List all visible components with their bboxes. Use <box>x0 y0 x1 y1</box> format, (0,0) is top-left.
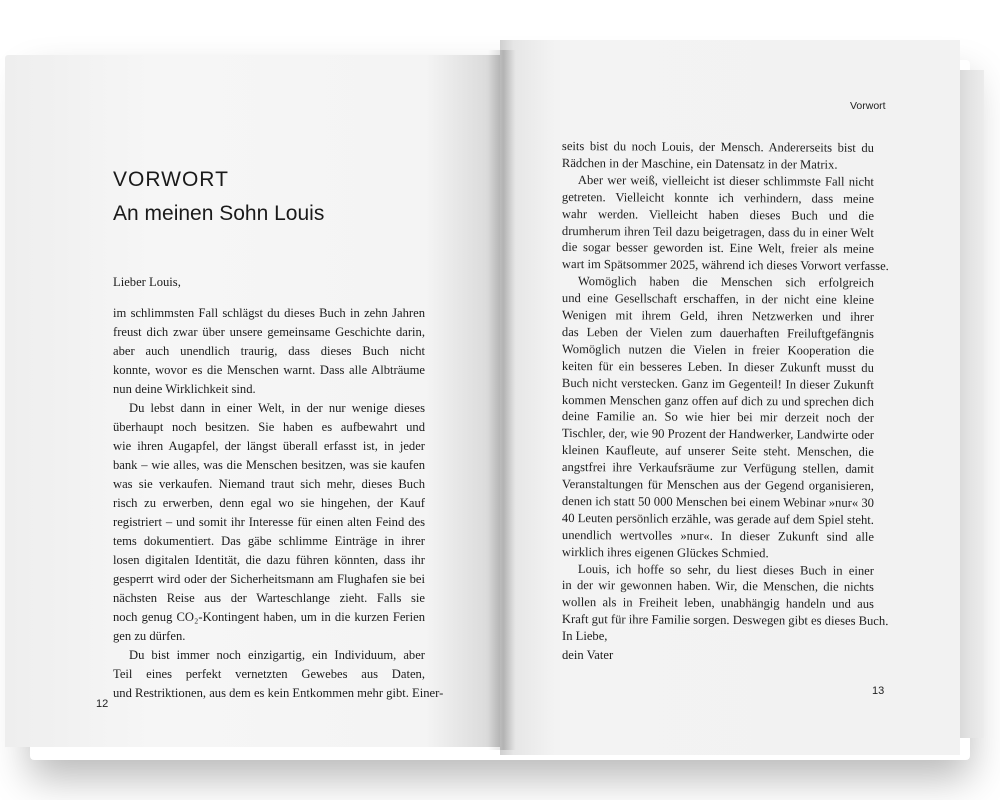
text-line: konnte, wovor es die Menschen warnt. Dass alle Albträume <box>113 363 425 377</box>
text-line: Veranstaltungen für Menschen aus der Gegend organisieren, <box>561 476 874 493</box>
text-line: wie ihren Augapfel, der längst überall erfasst ist, in jeder <box>113 439 425 453</box>
text-line: gesperrt wird oder der Sicherheitsmann am Flughafen sie bei <box>113 572 425 586</box>
salutation: Lieber Louis, <box>113 275 181 289</box>
text-line: Teil eines perfekt vernetzten Gewebes aus Daten, <box>113 667 425 681</box>
text-line: denen ich statt 50 000 Menschen bei einem Webinar »nur« 30 <box>561 493 874 510</box>
text-line: tems dokumentiert. Das gäbe schlimme Einträge in ihrer <box>113 534 425 548</box>
text-line: deine Familie an. So wie hier bei mir derzeit noch der <box>561 409 874 426</box>
text-line: Du lebst dann in einer Welt, in der nur wenige dieses <box>129 401 425 415</box>
text-line: was sie verkaufen. Niemand traut sich mehr, dieses Buch <box>113 477 425 491</box>
text-line: Tischler, der, wie 90 Prozent der Handwerker, Landwirte oder <box>561 426 874 443</box>
text-line: wahr werden. Vielleicht haben dieses Buch und die <box>561 206 874 223</box>
text-line: Wenigen mit ihrem Geld, ihren Netzwerken und ihrer <box>561 307 874 324</box>
text-line: wart im Spätsommer 2025, während ich dieses Vorwort verfasse. <box>561 257 889 274</box>
text-line: bank – wie alles, was die Menschen besitzen, was sie kaufen <box>113 458 425 472</box>
page-number-right: 13 <box>872 685 885 697</box>
text-line: losen digitalen Identität, die dazu führen könnten, dass ihr <box>113 553 425 567</box>
book-gutter <box>488 50 516 750</box>
running-head: Vorwort <box>850 100 886 112</box>
text-line: Womöglich nutzen die Vielen in freier Kooperation die <box>561 341 874 358</box>
text-line: Louis, ich hoffe so sehr, du liest dieses Buch in einer <box>577 561 874 578</box>
text-line: kleinen Kaufleute, auf unserer Seite steht. Menschen, die <box>561 443 874 460</box>
text-line: das Leben der Vielen zum dauerhaften Freiluftgefängnis <box>561 324 874 341</box>
text-line: Womöglich haben die Menschen sich erfolgreich <box>577 274 874 290</box>
text-line: nun deine Wirklichkeit sind. <box>113 382 256 396</box>
text-line: gen zu dürfen. <box>113 629 186 643</box>
text-line: Aber wer weiß, vielleicht ist dieser schlimmste Fall nicht <box>577 172 874 189</box>
closing-line: In Liebe, <box>562 629 608 643</box>
text-line: überhaupt noch besitzen. Sie haben es aufbewahrt und <box>113 420 425 434</box>
page-number-left: 12 <box>96 698 109 710</box>
text-line: wirklich ihres eigenen Glückes Schmied. <box>561 544 769 560</box>
chapter-title: VORWORT <box>113 168 229 191</box>
text-line: freust dich zwar über unsere gemeinsame Geschichte darin, <box>113 325 425 339</box>
text-line: Buch nicht verstecken. Ganz im Gegenteil! In dieser Zukunft <box>561 375 874 392</box>
text-line: Rädchen in der Maschine, ein Datensatz in der Matrix. <box>561 155 838 172</box>
text-line: 40 Leuten persönlich erzähle, was gerade auf dem Spiel steht. <box>561 510 874 527</box>
text-line: wollen als in Freiheit leben, unabhängig handeln und aus <box>561 595 874 612</box>
chapter-heading <box>113 167 324 231</box>
text-line: noch genug CO₂-Kontingent haben, um in die kurzen Ferien <box>113 610 425 624</box>
text-line: nächsten Reise aus der Warteschlange zieht. Falls sie <box>113 591 425 605</box>
text-line: und eine Gesellschaft erschaffen, in der nicht eine kleine <box>561 291 874 307</box>
text-line: Du bist immer noch einzigartig, ein Individuum, aber <box>129 648 425 662</box>
text-line: unendlich wertvolles »nur«. In dieser Zukunft sind alle <box>561 527 874 544</box>
text-line: registriert – und somit ihr Interesse für einen alten Feind des <box>113 515 425 529</box>
chapter-subtitle: An meinen Sohn Louis <box>113 202 325 225</box>
text-line: seits bist du noch Louis, der Mensch. Andererseits bist du <box>561 138 874 155</box>
text-line: in der wir gewonnen haben. Wir, die Menschen, die nichts <box>561 578 874 595</box>
text-line: kommen Menschen ganz offen auf dich zu und sprechen dich <box>561 392 874 409</box>
text-line: Kraft gut für ihre Familie sorgen. Deswegen gibt es dieses Buch. <box>561 612 889 629</box>
text-line: angstfrei ihre Verkaufsräume zur Verfügung stellen, damit <box>561 460 874 476</box>
text-line: getreten. Vielleicht konnte ich verhindern, dass meine <box>561 189 874 206</box>
text-line: drumherum ihren Teil dazu beigetragen, dass du in einer Welt <box>561 223 874 240</box>
page-edge <box>958 70 984 738</box>
text-line: im schlimmsten Fall schlägst du dieses Buch in zehn Jahren <box>113 306 425 320</box>
text-line: risch zu erwerben, denn egal wo sie hingehen, der Kauf <box>113 496 425 510</box>
text-line: aber auch unendlich traurig, dass dieses Buch nicht <box>113 344 425 358</box>
signature-line: dein Vater <box>562 648 614 662</box>
text-line: die sogar besser geworden ist. Eine Welt, freier als meine <box>561 240 874 257</box>
text-line: und Restriktionen, aus dem es kein Entkommen mehr gibt. Einer- <box>113 686 444 700</box>
text-line: keiten für ein besseres Leben. In dieser Zukunft musst du <box>561 358 874 375</box>
